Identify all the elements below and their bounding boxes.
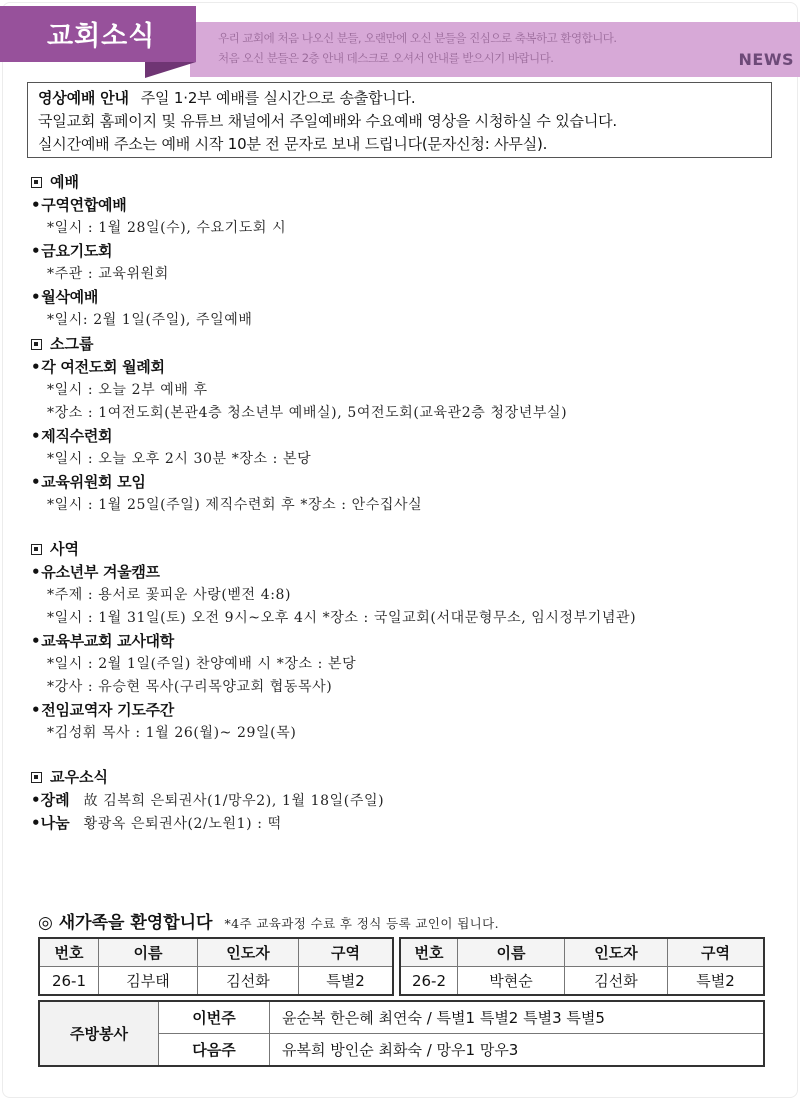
- section-heading-ministry: 사역: [31, 537, 791, 561]
- video-worship-notice: [27, 82, 772, 158]
- newcomer-table-left: [38, 937, 394, 996]
- news-tag: NEWS: [738, 50, 794, 69]
- item-title: •각 여전도회 월례회: [31, 358, 165, 376]
- item-detail: *주제 : 용서로 꽃피운 사랑(벧전 4:8): [47, 587, 292, 603]
- newcomer-table-right: [399, 937, 765, 996]
- kitchen-label: 주방봉사: [39, 1001, 159, 1066]
- notice-line-3: 실시간예배 주소는 예배 시작 10분 전 문자로 보내 드립니다(문자신청: 사무실).: [38, 135, 548, 153]
- week-label: 이번주: [159, 1001, 270, 1034]
- section-heading-worship: 예배: [31, 170, 791, 194]
- item-title: •제직수련회: [31, 427, 113, 445]
- table-header-row: 번호 이름 인도자 구역: [400, 938, 764, 967]
- news-content: [31, 170, 791, 835]
- item-detail: *일시 : 2월 1일(주일) 찬양예배 시 *장소 : 본당: [47, 656, 357, 672]
- page-title: 교회소식: [47, 21, 156, 52]
- item-detail: *김성휘 목사 : 1월 26(월)~ 29일(목): [47, 725, 297, 741]
- welcome-title: ◎ 새가족을 환영합니다: [38, 913, 213, 933]
- item-detail: *장소 : 1여전도회(본관4층 청소년부 예배실), 5여전도회(교육관2층 청장년부실): [47, 405, 568, 421]
- welcome-note: *4주 교육과정 수료 후 정식 등록 교인이 됩니다.: [224, 916, 500, 931]
- item-title: •금요기도회: [31, 242, 113, 260]
- kitchen-value: 윤순복 한은혜 최연숙 / 특별1 특별2 특별3 특별5: [270, 1001, 765, 1034]
- notice-line-1: 주일 1·2부 예배를 실시간으로 송출합니다.: [140, 89, 416, 107]
- item-title: •교육부교회 교사대학: [31, 632, 174, 650]
- item-detail: *일시 : 1월 31일(토) 오전 9시~오후 4시 *장소 : 국일교회(서대문형무소, 임시정부기념관): [47, 610, 637, 626]
- banner-welcome-line-1: 우리 교회에 처음 나오신 분들, 오랜만에 오신 분들을 진심으로 축복하고 환영합니다.: [218, 31, 617, 45]
- week-label: 다음주: [159, 1034, 270, 1067]
- kitchen-value: 유복희 방인순 최화숙 / 망우1 망우3: [270, 1034, 765, 1067]
- square-bullet-icon: [31, 544, 42, 555]
- banner-welcome-line-2: 처음 오신 분들은 2층 안내 데스크로 오셔서 안내를 받으시기 바랍니다.: [218, 51, 554, 65]
- table-row: 26-2 박현순 김선화 특별2: [400, 967, 764, 996]
- item-title: •유소년부 겨울캠프: [31, 563, 160, 581]
- member-news-row: •나눔 황광옥 은퇴권사(2/노원1) : 떡: [31, 814, 282, 832]
- notice-lead: 영상예배 안내: [38, 89, 129, 107]
- square-bullet-icon: [31, 772, 42, 783]
- item-detail: *일시 : 오늘 오후 2시 30분 *장소 : 본당: [47, 451, 312, 467]
- item-title: •전임교역자 기도주간: [31, 701, 174, 719]
- notice-line-2: 국일교회 홈페이지 및 유튜브 채널에서 주일예배와 수요예배 영상을 시청하실 수 있습니다.: [38, 112, 617, 130]
- banner-fold-decoration: [145, 62, 196, 78]
- item-title: •월삭예배: [31, 288, 99, 306]
- item-title: •교육위원회 모임: [31, 473, 146, 491]
- item-detail: *일시 : 1월 25일(주일) 제직수련회 후 *장소 : 안수집사실: [47, 497, 423, 513]
- section-heading-member-news: 교우소식: [31, 765, 791, 789]
- item-detail: *주관 : 교육위원회: [47, 266, 169, 282]
- item-title: •구역연합예배: [31, 196, 127, 214]
- square-bullet-icon: [31, 177, 42, 188]
- item-detail: *강사 : 유승현 목사(구리목양교회 협동목사): [47, 679, 333, 695]
- square-bullet-icon: [31, 339, 42, 350]
- table-header-row: 번호 이름 인도자 구역: [39, 938, 393, 967]
- kitchen-service-table: [38, 1000, 765, 1067]
- item-detail: *일시: 2월 1일(주일), 주일예배: [47, 312, 253, 328]
- item-detail: *일시 : 오늘 2부 예배 후: [47, 382, 208, 398]
- table-row: [39, 1001, 764, 1034]
- section-heading-small-groups: 소그룹: [31, 332, 791, 356]
- table-row: 26-1 김부태 김선화 특별2: [39, 967, 393, 996]
- welcome-heading: [38, 908, 499, 933]
- item-detail: *일시 : 1월 28일(수), 수요기도회 시: [47, 220, 287, 236]
- member-news-row: •장례 故 김복희 은퇴권사(1/망우2), 1월 18일(주일): [31, 791, 385, 809]
